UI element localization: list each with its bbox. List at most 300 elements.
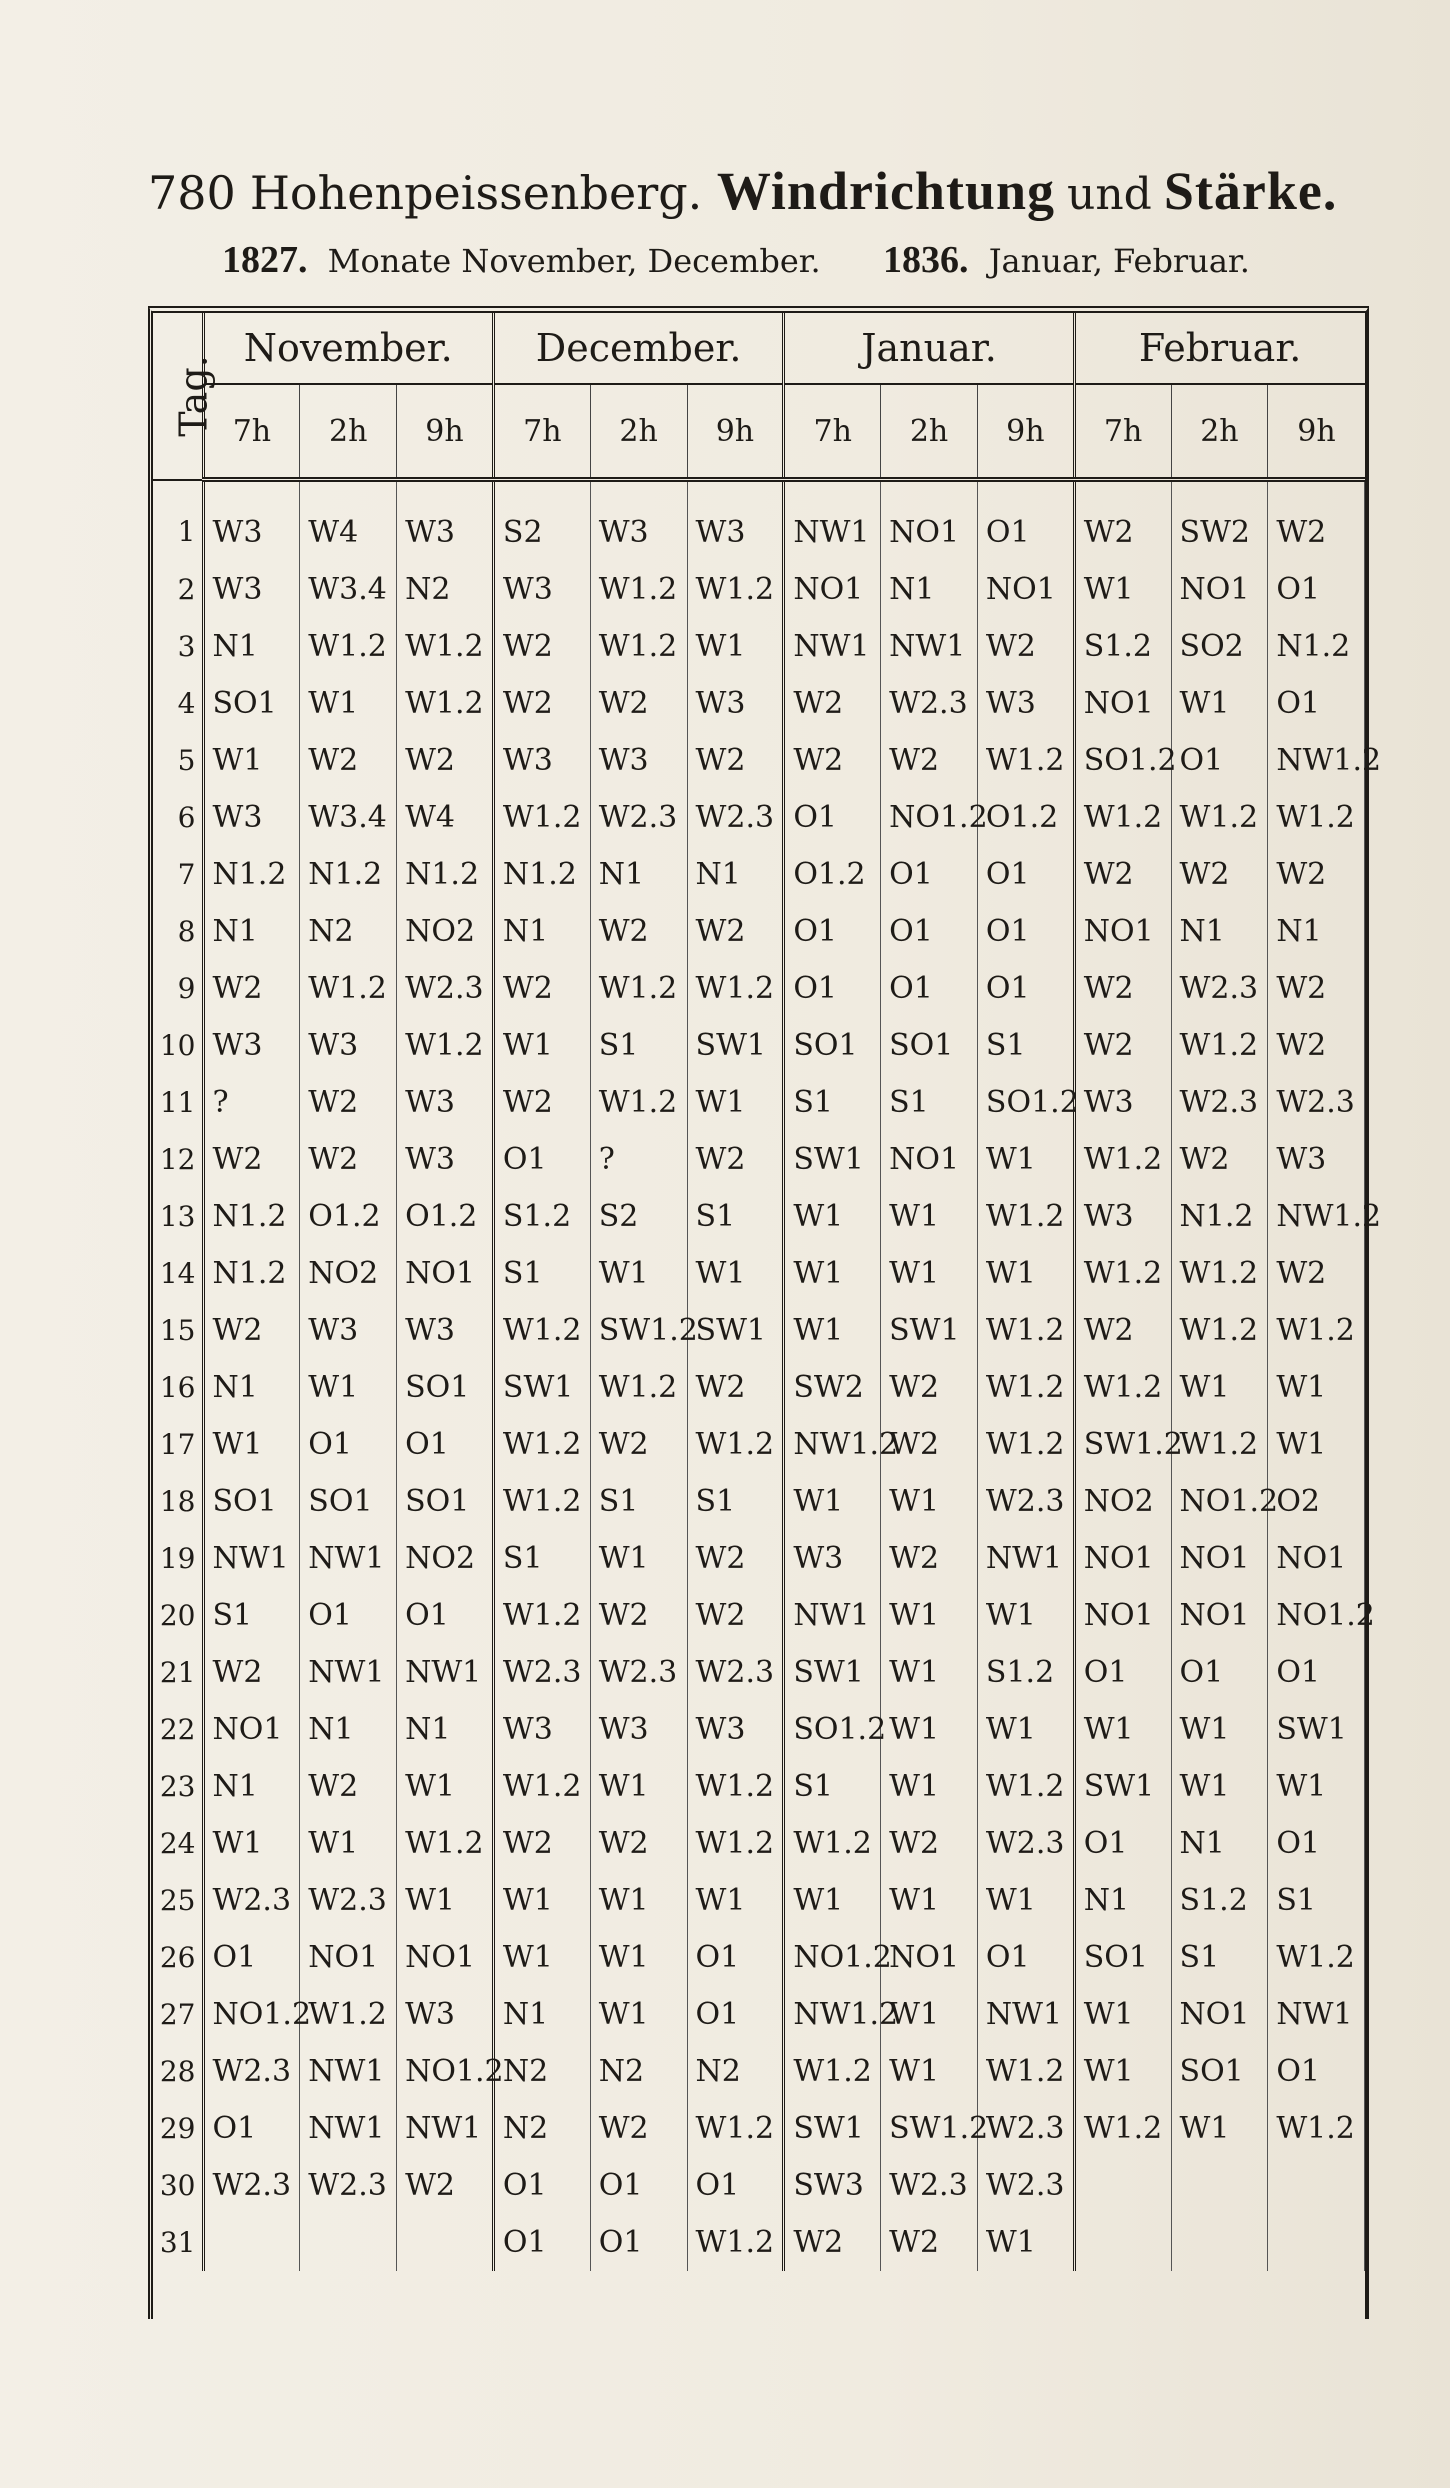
day-number: 9 [153,960,203,1017]
wind-cell: NW1 [881,618,978,675]
wind-cell: W2 [493,960,590,1017]
wind-cell: W1.2 [590,1359,687,1416]
wind-cell: N1 [203,903,300,960]
wind-cell: W2.3 [590,789,687,846]
wind-cell: W1 [203,732,300,789]
wind-cell: SO1.2 [977,1074,1074,1131]
wind-cell: W1 [1074,1701,1171,1758]
wind-cell: W1.2 [977,1416,1074,1473]
wind-cell: NW1 [977,1530,1074,1587]
wind-cell: SO2 [1171,618,1268,675]
month-header-0: November. [203,313,493,384]
wind-cell: O1 [977,480,1074,562]
wind-data-table [153,313,1382,2271]
day-number: 10 [153,1017,203,1074]
wind-cell: NW1.2 [784,1416,881,1473]
hour-header: 9h [977,384,1074,480]
wind-cell: O1 [784,789,881,846]
wind-cell: W3.4 [300,789,397,846]
wind-cell: S1 [493,1245,590,1302]
wind-cell: O1.2 [977,789,1074,846]
wind-cell: W1.2 [493,1302,590,1359]
wind-cell: W1 [881,1188,978,1245]
wind-cell: W1 [493,1872,590,1929]
wind-cell: O1 [493,2214,590,2271]
wind-cell: SW1.2 [590,1302,687,1359]
day-number: 14 [153,1245,203,1302]
wind-cell: W2.3 [881,2157,978,2214]
wind-cell: W3 [203,480,300,562]
day-number: 15 [153,1302,203,1359]
wind-cell: W2 [300,1758,397,1815]
wind-cell: O1 [1268,561,1365,618]
wind-cell: W1.2 [1074,1359,1171,1416]
wind-cell: W2 [1074,846,1171,903]
day-number: 28 [153,2043,203,2100]
day-number: 22 [153,1701,203,1758]
wind-cell: NO1 [300,1929,397,1986]
wind-cell: W3 [397,1131,494,1188]
wind-cell: NW1 [300,2100,397,2157]
wind-cell: W2.3 [977,1473,1074,1530]
table-row [153,2100,1365,2157]
table-row [153,903,1365,960]
wind-cell: W3.4 [300,561,397,618]
wind-cell: S1.2 [1171,1872,1268,1929]
day-column-header: Tag. [153,313,203,480]
wind-cell: W1.2 [1074,2100,1171,2157]
wind-cell: O1 [1171,732,1268,789]
wind-cell: S2 [493,480,590,562]
wind-cell: N2 [397,561,494,618]
table-row [153,1302,1365,1359]
wind-cell: W1 [493,1017,590,1074]
wind-cell: W1.2 [977,732,1074,789]
wind-cell: W2 [784,732,881,789]
wind-cell: W2 [977,618,1074,675]
wind-table [148,306,1382,2319]
wind-cell: W2 [784,675,881,732]
wind-cell: W1.2 [687,1758,784,1815]
wind-cell: NO1 [1171,1587,1268,1644]
hour-header: 2h [300,384,397,480]
wind-cell: W1.2 [687,2100,784,2157]
wind-cell: S1 [687,1473,784,1530]
wind-cell: S1 [590,1017,687,1074]
wind-cell: W3 [397,1986,494,2043]
wind-cell: N1.2 [203,1245,300,1302]
wind-cell: W1.2 [977,1302,1074,1359]
wind-cell: W1 [493,1929,590,1986]
wind-cell: N1.2 [1268,618,1365,675]
wind-cell: N1 [1171,903,1268,960]
wind-cell: W2 [300,1131,397,1188]
wind-cell: W1.2 [1171,789,1268,846]
wind-cell: W1 [881,1758,978,1815]
wind-cell [1171,2157,1268,2214]
table-row [153,1473,1365,1530]
wind-cell: W2 [881,1416,978,1473]
wind-cell: O1 [300,1587,397,1644]
wind-cell: SO1 [397,1473,494,1530]
wind-cell: W2.3 [977,2100,1074,2157]
wind-cell: S1.2 [493,1188,590,1245]
wind-cell: O1 [1268,1815,1365,1872]
wind-cell: N1.2 [300,846,397,903]
wind-cell: NW1 [1268,1986,1365,2043]
wind-cell: N1 [203,618,300,675]
wind-cell: SW2 [784,1359,881,1416]
table-row [153,1530,1365,1587]
wind-cell: W2.3 [977,1815,1074,1872]
wind-cell: W2 [687,732,784,789]
wind-cell: W2 [1268,1245,1365,1302]
table-row [153,1929,1365,1986]
wind-cell: W1 [1171,1758,1268,1815]
wind-cell: S1 [203,1587,300,1644]
month-header-2: Januar. [784,313,1074,384]
page-number: 780 [148,166,236,220]
wind-cell: W2 [590,903,687,960]
day-number: 19 [153,1530,203,1587]
wind-cell: W1.2 [784,1815,881,1872]
wind-cell: W1.2 [493,1416,590,1473]
wind-cell: W1.2 [687,1815,784,1872]
wind-cell: W3 [397,480,494,562]
wind-cell: W1.2 [590,1074,687,1131]
wind-cell: O1 [977,1929,1074,1986]
wind-cell: W3 [687,675,784,732]
wind-cell: S1 [687,1188,784,1245]
table-row [153,1017,1365,1074]
wind-cell: W2 [687,1359,784,1416]
wind-cell [1171,2214,1268,2271]
wind-cell: W1 [590,1758,687,1815]
wind-cell: W3 [687,480,784,562]
wind-cell: W2 [1074,1302,1171,1359]
day-number: 30 [153,2157,203,2214]
day-number: 18 [153,1473,203,1530]
wind-cell: O1 [1171,1644,1268,1701]
wind-cell: O1 [977,903,1074,960]
wind-cell: SO1 [784,1017,881,1074]
wind-cell: W1.2 [397,618,494,675]
wind-cell: W2.3 [203,1872,300,1929]
wind-cell: SO1 [203,675,300,732]
wind-cell: W1 [590,1929,687,1986]
wind-cell: W2 [1171,1131,1268,1188]
wind-cell: N1 [203,1359,300,1416]
wind-cell: O1 [1268,2043,1365,2100]
wind-cell: W1 [784,1473,881,1530]
hour-header-row [153,384,1365,480]
wind-cell: NO1 [1268,1530,1365,1587]
day-number: 26 [153,1929,203,1986]
wind-cell: W1 [397,1872,494,1929]
wind-cell [203,2214,300,2271]
wind-cell: S1.2 [977,1644,1074,1701]
wind-cell: W2.3 [590,1644,687,1701]
wind-cell: NO1 [1074,903,1171,960]
wind-cell: O1 [590,2157,687,2214]
wind-cell: W1.2 [977,1359,1074,1416]
wind-cell: W2 [203,1302,300,1359]
wind-cell: W1.2 [977,2043,1074,2100]
wind-cell: ? [590,1131,687,1188]
wind-cell: NO1 [1074,1587,1171,1644]
wind-cell: N1 [493,1986,590,2043]
wind-cell: W2 [203,1644,300,1701]
wind-cell: NW1.2 [1268,732,1365,789]
day-number: 1 [153,480,203,562]
wind-cell: W2 [397,732,494,789]
wind-cell: SW3 [784,2157,881,2214]
wind-cell: W1.2 [397,675,494,732]
wind-cell: NO1 [1074,1530,1171,1587]
wind-cell: W1.2 [493,1587,590,1644]
wind-cell: W1.2 [300,960,397,1017]
wind-cell: W1 [1171,675,1268,732]
wind-cell: W4 [397,789,494,846]
wind-cell: W1 [881,1587,978,1644]
wind-cell: O1 [687,1986,784,2043]
wind-cell: N1.2 [1171,1188,1268,1245]
wind-cell: SW1 [493,1359,590,1416]
wind-cell: W2 [300,1074,397,1131]
wind-cell: W1 [203,1815,300,1872]
table-row [153,1359,1365,1416]
wind-cell: O1 [687,2157,784,2214]
wind-cell: W2 [493,1815,590,1872]
wind-cell: O1 [203,2100,300,2157]
wind-cell: NO2 [397,1530,494,1587]
wind-cell: W1 [397,1758,494,1815]
table-row [153,1188,1365,1245]
month-header-row [153,313,1365,384]
wind-cell: O1 [493,2157,590,2214]
wind-cell: NW1 [397,1644,494,1701]
wind-cell: SO1 [1171,2043,1268,2100]
hour-header: 7h [1074,384,1171,480]
wind-cell: W1 [300,675,397,732]
wind-cell: NO1.2 [397,2043,494,2100]
wind-cell: W1.2 [300,618,397,675]
day-number: 4 [153,675,203,732]
wind-cell: NO1.2 [203,1986,300,2043]
wind-cell: W1.2 [493,1473,590,1530]
wind-cell: W2 [1268,1017,1365,1074]
wind-cell: W3 [977,675,1074,732]
wind-cell: W1.2 [1268,1929,1365,1986]
wind-cell: W1.2 [590,618,687,675]
wind-cell: SW1 [881,1302,978,1359]
wind-cell: N1 [1171,1815,1268,1872]
wind-cell: W2 [1268,960,1365,1017]
wind-cell: W1 [977,1872,1074,1929]
wind-cell: W2.3 [1171,1074,1268,1131]
wind-cell: N1 [397,1701,494,1758]
wind-cell: N2 [493,2100,590,2157]
wind-cell: O1 [1074,1644,1171,1701]
wind-cell: O1 [784,903,881,960]
wind-cell: W1.2 [977,1188,1074,1245]
table-row [153,1701,1365,1758]
wind-cell: NO2 [397,903,494,960]
hour-header: 9h [687,384,784,480]
wind-cell: W1.2 [1268,2100,1365,2157]
wind-cell: NO1.2 [1171,1473,1268,1530]
wind-cell: W2 [300,732,397,789]
wind-cell: W3 [590,480,687,562]
wind-cell: N1 [493,903,590,960]
wind-cell: W2.3 [397,960,494,1017]
wind-cell: SO1 [397,1359,494,1416]
wind-cell: W1.2 [397,1017,494,1074]
hour-header: 7h [784,384,881,480]
wind-cell: NO1 [977,561,1074,618]
wind-cell: NO1 [881,480,978,562]
wind-cell: O1.2 [300,1188,397,1245]
wind-cell: W1 [300,1815,397,1872]
wind-cell: W3 [1074,1074,1171,1131]
wind-cell: W1 [881,1701,978,1758]
wind-cell: O1.2 [784,846,881,903]
wind-cell: W1 [881,1245,978,1302]
wind-cell: W2 [687,1530,784,1587]
wind-cell: W3 [493,1701,590,1758]
wind-cell: NW1 [784,480,881,562]
wind-cell: O1 [977,960,1074,1017]
wind-cell: W1 [977,1587,1074,1644]
table-row [153,732,1365,789]
wind-cell: SO1 [203,1473,300,1530]
wind-cell: W3 [784,1530,881,1587]
wind-cell: W2 [784,2214,881,2271]
wind-cell: SW1.2 [1074,1416,1171,1473]
months-text-1: Monate November, December. [327,242,821,280]
wind-cell: N2 [493,2043,590,2100]
wind-cell: W3 [493,732,590,789]
wind-cell: W3 [590,1701,687,1758]
months-text-2: Januar, Februar. [988,242,1250,280]
wind-cell: W2 [397,2157,494,2214]
wind-cell: W2 [590,1815,687,1872]
wind-cell: NW1.2 [784,1986,881,2043]
wind-cell: W2 [493,675,590,732]
month-header-1: December. [493,313,783,384]
wind-cell: NO2 [1074,1473,1171,1530]
month-header-3: Februar. [1074,313,1364,384]
wind-cell: W1 [203,1416,300,1473]
wind-cell: S1 [1268,1872,1365,1929]
wind-cell: W3 [203,561,300,618]
wind-cell: W2 [590,1416,687,1473]
wind-cell: W3 [687,1701,784,1758]
table-row [153,1416,1365,1473]
wind-cell: W1.2 [977,1758,1074,1815]
wind-cell: S1 [977,1017,1074,1074]
wind-cell: W3 [590,732,687,789]
wind-cell: W1 [1074,2043,1171,2100]
wind-cell: N1.2 [203,846,300,903]
day-number: 27 [153,1986,203,2043]
wind-cell: W1.2 [590,960,687,1017]
wind-cell: W2.3 [687,789,784,846]
wind-cell: NW1.2 [1268,1188,1365,1245]
wind-cell: W1.2 [1171,1245,1268,1302]
wind-cell: NW1 [300,1644,397,1701]
wind-cell: W1 [881,1986,978,2043]
wind-cell: W2 [1074,480,1171,562]
wind-cell: W1.2 [1074,789,1171,846]
wind-cell: W1.2 [784,2043,881,2100]
wind-cell: SW1 [1074,1758,1171,1815]
wind-cell: SW1.2 [881,2100,978,2157]
wind-cell [1074,2157,1171,2214]
day-number: 21 [153,1644,203,1701]
wind-cell: SW1 [687,1302,784,1359]
wind-cell: W2 [493,618,590,675]
wind-cell: S1 [784,1758,881,1815]
wind-cell: W1 [784,1188,881,1245]
wind-cell [1268,2157,1365,2214]
wind-cell: W1.2 [300,1986,397,2043]
table-row [153,1644,1365,1701]
wind-cell: SO1.2 [784,1701,881,1758]
year-1836: 1836. [883,239,969,281]
wind-cell: NO1 [881,1131,978,1188]
wind-cell: W2.3 [687,1644,784,1701]
day-number: 6 [153,789,203,846]
wind-cell: N1 [590,846,687,903]
wind-cell: O1 [397,1587,494,1644]
wind-cell: W1 [1171,1359,1268,1416]
wind-cell: W1.2 [1171,1302,1268,1359]
wind-cell: O1 [493,1131,590,1188]
table-row [153,960,1365,1017]
day-number: 11 [153,1074,203,1131]
wind-cell: SO1 [1074,1929,1171,1986]
table-row [153,675,1365,732]
table-row [153,789,1365,846]
day-number: 2 [153,561,203,618]
wind-cell: W1 [687,618,784,675]
wind-cell: W2.3 [300,1872,397,1929]
wind-cell: O1 [1268,675,1365,732]
wind-cell: W1.2 [590,561,687,618]
wind-cell: W2 [203,960,300,1017]
wind-cell: W2 [1074,1017,1171,1074]
wind-cell: W3 [397,1074,494,1131]
day-number: 7 [153,846,203,903]
wind-cell: O1 [784,960,881,1017]
day-number: 17 [153,1416,203,1473]
wind-cell: W1.2 [1074,1245,1171,1302]
wind-cell [397,2214,494,2271]
wind-cell: O1 [300,1416,397,1473]
wind-cell: N2 [590,2043,687,2100]
wind-cell: W1 [977,1701,1074,1758]
wind-cell: W2 [687,903,784,960]
wind-cell: NO1.2 [1268,1587,1365,1644]
wind-cell: W2 [687,1587,784,1644]
wind-cell: N1.2 [397,846,494,903]
wind-cell: NO1.2 [881,789,978,846]
wind-cell: NW1 [784,618,881,675]
wind-cell: NO1 [881,1929,978,1986]
wind-cell: W1.2 [687,1416,784,1473]
day-number: 5 [153,732,203,789]
